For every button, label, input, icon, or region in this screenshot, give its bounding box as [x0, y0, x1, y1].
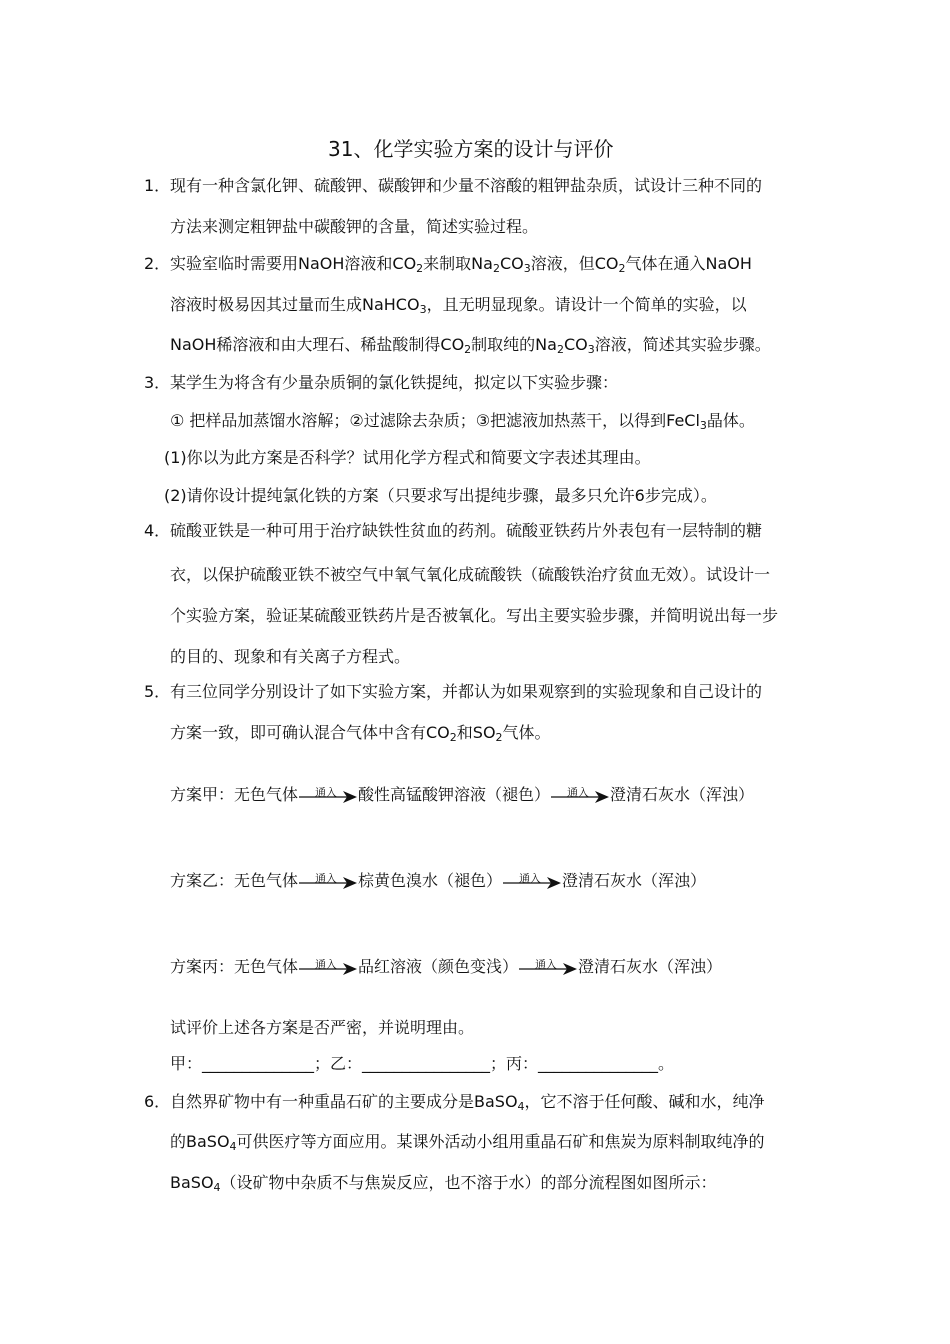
- q5-evaluate-prompt: 试评价上述各方案是否严密，并说明理由。: [170, 1018, 475, 1037]
- arrow-label: 通入: [519, 872, 542, 885]
- q4-number: 4．: [144, 521, 171, 540]
- q3-steps: ① 把样品加蒸馏水溶解；②过滤除去杂质；③把滤液加热蒸干，以得到FeCl$_3$晶体。: [170, 411, 755, 432]
- q6-line-3: BaSO$_4$（设矿物中杂质不与焦炭反应，也不溶于水）的部分流程图如图所示：: [170, 1173, 717, 1194]
- q3-intro: 某学生为将含有少量杂质铜的氯化铁提纯，拟定以下实验步骤：: [170, 373, 619, 392]
- q4-line-4: 的目的、现象和有关离子方程式。: [170, 647, 411, 666]
- q6-line-2: 的BaSO$_4$可供医疗等方面应用。某课外活动小组用重晶石矿和焦炭为原料制取纯净的: [170, 1132, 765, 1153]
- q2-line-2: 溶液时极易因其过量而生成NaHCO$_3$，且无明显现象。请设计一个简单的实验，以: [170, 295, 747, 316]
- q5-line-1: 有三位同学分别设计了如下实验方案，并都认为如果观察到的实验现象和自己设计的: [170, 682, 763, 701]
- q4-line-2: 衣，以保护硫酸亚铁不被空气中氧气氧化成硫酸铁（硫酸铁治疗贫血无效）。试设计一: [170, 565, 771, 584]
- arrow-label: 通入: [315, 786, 338, 799]
- arrow-label: 通入: [535, 958, 558, 971]
- q1-line-2: 方法来测定粗钾盐中碳酸钾的含量，简述实验过程。: [170, 217, 539, 236]
- q2-line-3: NaOH稀溶液和由大理石、稀盐酸制得$CO_2$制取纯的$Na_2CO_3$溶液，简述其实验步骤。: [170, 335, 771, 356]
- pass-into-arrow-icon: [551, 787, 609, 805]
- arrow-label: 通入: [315, 958, 338, 971]
- q3-sub-question-1: (1)你以为此方案是否科学？试用化学方程式和简要文字表述其理由。: [164, 448, 651, 467]
- pass-into-arrow-icon: [299, 787, 357, 805]
- arrow-label: 通入: [315, 872, 338, 885]
- scheme-jia: 方案甲：无色气体 通入 酸性高锰酸钾溶液（褪色） 通入 澄清石灰水（浑浊）: [170, 785, 755, 804]
- q1-line-1: 现有一种含氯化钾、硫酸钾、碳酸钾和少量不溶酸的粗钾盐杂质，试设计三种不同的: [170, 176, 763, 195]
- q2-line-1: 实验室临时需要用NaOH溶液和$CO_2$来制取$Na_2CO_3$溶液，但$CO_2$气体在通入NaOH: [170, 254, 752, 275]
- q4-line-3: 个实验方案，验证某硫酸亚铁药片是否被氧化。写出主要实验步骤，并简明说出每一步: [170, 606, 779, 625]
- arrow-label: 通入: [567, 786, 590, 799]
- q1-number: 1．: [144, 176, 171, 195]
- pass-into-arrow-icon: [299, 873, 357, 891]
- q5-line-2: 方案一致，即可确认混合气体中含有$CO_2$和$SO_2$气体。: [170, 723, 551, 744]
- q5-number: 5．: [144, 682, 171, 701]
- scheme-yi: 方案乙：无色气体 通入 棕黄色溴水（褪色） 通入 澄清石灰水（浑浊）: [170, 871, 707, 890]
- pass-into-arrow-icon: [503, 873, 561, 891]
- q5-answer-blanks: 甲：______________；乙：________________；丙：_______________。: [170, 1054, 675, 1073]
- q3-sub-question-2: (2)请你设计提纯氯化铁的方案（只要求写出提纯步骤，最多只允许6步完成）。: [164, 486, 717, 505]
- scheme-bing: 方案丙：无色气体 通入 品红溶液（颜色变浅） 通入 澄清石灰水（浑浊）: [170, 957, 723, 976]
- q6-line-1: 自然界矿物中有一种重晶石矿的主要成分是BaSO$_4$，它不溶于任何酸、碱和水，纯净: [170, 1092, 765, 1113]
- pass-into-arrow-icon: [299, 959, 357, 977]
- q4-line-1: 硫酸亚铁是一种可用于治疗缺铁性贫血的药剂。硫酸亚铁药片外表包有一层特制的糖: [170, 521, 763, 540]
- pass-into-arrow-icon: [519, 959, 577, 977]
- q6-number: 6．: [144, 1092, 171, 1111]
- q2-number: 2．: [144, 254, 171, 273]
- q3-number: 3．: [144, 373, 171, 392]
- page-title: 31、化学实验方案的设计与评价: [328, 137, 614, 161]
